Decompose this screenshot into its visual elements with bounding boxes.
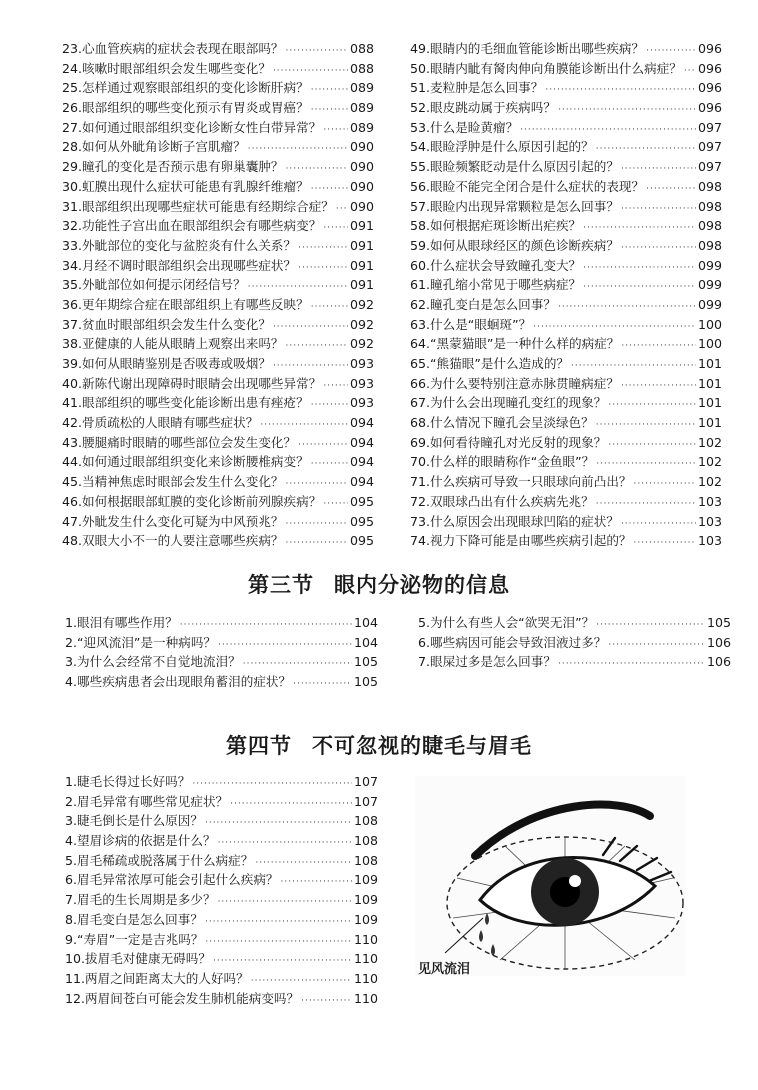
toc-leader-dots	[286, 534, 348, 554]
toc-entry[interactable]	[65, 633, 378, 653]
toc-entry[interactable]	[410, 492, 722, 512]
toc-entry[interactable]	[410, 452, 722, 472]
toc-entry-page: 110	[353, 931, 378, 947]
toc-entry-title: 61.瞳孔缩小常见于哪些病症？	[410, 277, 582, 293]
toc-entry-page: 092	[349, 316, 374, 332]
toc-leader-dots	[311, 396, 348, 416]
toc-entry[interactable]	[65, 989, 378, 1009]
toc-entry-title: 6.哪些病因可能会导致泪液过多？	[418, 634, 607, 650]
toc-entry[interactable]	[410, 295, 722, 315]
toc-entry-title: 2.“迎风流泪”是一种病吗？	[65, 634, 217, 650]
toc-leader-dots	[286, 515, 348, 535]
toc-entry-page: 104	[353, 634, 378, 650]
toc-entry-page: 102	[697, 454, 722, 470]
toc-leader-dots	[646, 180, 696, 200]
toc-entry[interactable]	[62, 118, 374, 138]
toc-leader-dots	[311, 298, 348, 318]
toc-entry[interactable]	[418, 613, 731, 633]
toc-entry[interactable]	[410, 472, 722, 492]
toc-entry[interactable]	[410, 334, 722, 354]
toc-entry[interactable]	[65, 870, 378, 890]
toc-entry-page: 090	[349, 198, 374, 214]
toc-entry[interactable]	[65, 851, 378, 871]
toc-entry[interactable]	[410, 157, 722, 177]
toc-entry-title: 51.麦粒肿是怎么回事？	[410, 80, 544, 96]
toc-entry[interactable]	[410, 354, 722, 374]
toc-entry-page: 089	[349, 80, 374, 96]
toc-entry-page: 099	[697, 257, 722, 273]
toc-entry-page: 099	[697, 277, 722, 293]
section3-number: 第三节	[248, 573, 314, 597]
toc-entry-page: 097	[697, 119, 722, 135]
toc-leader-dots	[205, 814, 352, 834]
toc-entry-page: 110	[353, 951, 378, 967]
toc-entry[interactable]	[62, 177, 374, 197]
toc-entry[interactable]	[62, 256, 374, 276]
toc-entry-title: 55.眼睑频繁眨动是什么原因引起的？	[410, 159, 619, 175]
toc-entry[interactable]	[62, 393, 374, 413]
toc-entry-title: 11.两眉之间距离太大的人好吗？	[65, 970, 249, 986]
toc-entry-title: 24.咳嗽时眼部组织会发生哪些变化？	[62, 60, 271, 76]
toc-entry[interactable]	[410, 275, 722, 295]
toc-leader-dots	[286, 42, 348, 62]
toc-column-left	[62, 39, 374, 551]
toc-entry-title: 46.如何根据眼部虹膜的变化诊断前列腺疾病？	[62, 493, 322, 509]
toc-entry[interactable]	[65, 811, 378, 831]
toc-entry[interactable]	[62, 157, 374, 177]
section3-column-left	[65, 613, 378, 692]
toc-entry-title: 9.“寿眉”一定是吉兆吗？	[65, 931, 204, 947]
toc-entry-title: 45.当精神焦虑时眼部会发生什么变化？	[62, 474, 284, 490]
toc-entry[interactable]	[410, 177, 722, 197]
toc-entry[interactable]	[62, 137, 374, 157]
toc-entry-page: 108	[353, 833, 378, 849]
toc-entry-page: 110	[353, 970, 378, 986]
toc-entry-page: 088	[349, 41, 374, 56]
toc-leader-dots	[311, 81, 348, 101]
toc-entry-page: 090	[349, 159, 374, 175]
toc-leader-dots	[621, 239, 696, 259]
toc-entry[interactable]	[410, 39, 722, 59]
toc-entry[interactable]	[410, 374, 722, 394]
section3-column-right	[418, 613, 731, 672]
toc-entry-title: 69.如何看待瞳孔对光反射的现象？	[410, 434, 607, 450]
toc-entry[interactable]	[410, 393, 722, 413]
toc-entry-page: 096	[697, 41, 722, 56]
toc-entry-title: 5.眉毛稀疏或脱落属于什么病症？	[65, 852, 254, 868]
toc-entry-page: 101	[697, 395, 722, 411]
section4-number: 第四节	[226, 734, 292, 758]
toc-entry[interactable]	[62, 472, 374, 492]
toc-entry[interactable]	[62, 275, 374, 295]
toc-entry-page: 102	[697, 434, 722, 450]
toc-entry[interactable]	[418, 652, 731, 672]
toc-entry-title: 42.骨质疏松的人眼睛有哪些症状？	[62, 415, 259, 431]
toc-leader-dots	[545, 81, 696, 101]
toc-entry-page: 096	[697, 80, 722, 96]
toc-entry-page: 092	[349, 296, 374, 312]
toc-entry[interactable]	[62, 413, 374, 433]
toc-entry-page: 095	[349, 493, 374, 509]
toc-entry-page: 096	[697, 100, 722, 116]
illustration-caption: 见风流泪	[418, 962, 471, 977]
toc-leader-dots	[684, 62, 696, 82]
toc-entry-title: 4.望眉诊病的依据是什么？	[65, 833, 216, 849]
toc-entry-title: 72.双眼球凸出有什么疾病先兆？	[410, 493, 594, 509]
toc-leader-dots	[218, 893, 352, 913]
toc-entry-title: 7.眼屎过多是怎么回事？	[418, 654, 556, 670]
toc-leader-dots	[273, 318, 348, 338]
toc-entry-page: 109	[353, 872, 378, 888]
toc-entry-title: 73.什么原因会出现眼球凹陷的症状？	[410, 513, 619, 529]
toc-entry-title: 31.眼部组织出现哪些症状可能患有经期综合症？	[62, 198, 334, 214]
toc-entry[interactable]	[62, 334, 374, 354]
toc-entry-title: 58.如何根据疟斑诊断出疟疾？	[410, 218, 582, 234]
toc-entry-title: 34.月经不调时眼部组织会出现哪些症状？	[62, 257, 297, 273]
toc-entry-title: 59.如何从眼球经区的颜色诊断疾病？	[410, 237, 619, 253]
toc-entry-page: 107	[353, 793, 378, 809]
toc-entry-page: 088	[349, 60, 374, 76]
toc-entry-page: 093	[349, 395, 374, 411]
toc-entry-page: 109	[353, 892, 378, 908]
toc-entry-title: 57.眼睑内出现异常颗粒是怎么回事？	[410, 198, 619, 214]
toc-entry-title: 48.双眼大小不一的人要注意哪些疾病？	[62, 533, 284, 549]
toc-entry-title: 63.什么是“眼蛔斑”？	[410, 316, 532, 332]
toc-entry[interactable]	[65, 672, 378, 692]
toc-entry[interactable]	[65, 930, 378, 950]
section4-list	[65, 772, 378, 1008]
toc-entry-title: 68.什么情况下瞳孔会呈淡绿色？	[410, 415, 594, 431]
toc-leader-dots	[311, 455, 348, 475]
toc-entry[interactable]	[410, 236, 722, 256]
toc-entry-page: 101	[697, 356, 722, 371]
toc-leader-dots	[558, 101, 696, 121]
toc-entry[interactable]	[62, 39, 374, 59]
toc-entry-title: 74.视力下降可能是由哪些疾病引起的？	[410, 533, 632, 549]
toc-leader-dots	[558, 655, 705, 675]
toc-leader-dots	[621, 200, 696, 220]
toc-entry[interactable]	[62, 433, 374, 453]
toc-entry-title: 50.眼睛内眦有胬肉伸向角膜能诊断出什么病症？	[410, 60, 682, 76]
toc-entry[interactable]	[62, 295, 374, 315]
toc-entry-title: 6.眉毛异常浓厚可能会引起什么疾病？	[65, 872, 279, 888]
toc-entry[interactable]	[410, 315, 722, 335]
toc-entry-page: 107	[353, 774, 378, 789]
toc-entry-title: 70.什么样的眼睛称作“金鱼眼”？	[410, 454, 595, 470]
toc-leader-dots	[596, 616, 705, 636]
toc-entry-page: 091	[349, 257, 374, 273]
toc-leader-dots	[323, 377, 348, 397]
toc-entry[interactable]	[62, 512, 374, 532]
toc-entry-page: 095	[349, 513, 374, 529]
toc-leader-dots	[558, 298, 696, 318]
toc-entry-title: 47.外眦发生什么变化可疑为中风预兆？	[62, 513, 284, 529]
toc-entry[interactable]	[410, 413, 722, 433]
toc-entry-title: 49.眼睛内的毛细血管能诊断出哪些疾病？	[410, 41, 645, 56]
toc-leader-dots	[286, 337, 348, 357]
toc-entry-title: 2.眉毛异常有哪些常见症状？	[65, 793, 229, 809]
toc-entry-title: 35.外眦部位如何提示闭经信号？	[62, 277, 246, 293]
toc-column-right	[410, 39, 722, 551]
toc-entry[interactable]	[62, 98, 374, 118]
toc-leader-dots	[634, 475, 696, 495]
toc-entry[interactable]	[62, 452, 374, 472]
toc-entry-page: 094	[349, 434, 374, 450]
toc-entry-page: 094	[349, 454, 374, 470]
section3-heading	[0, 569, 758, 599]
toc-entry-page: 110	[353, 990, 378, 1006]
eye-highlight-icon	[569, 875, 581, 887]
toc-entry[interactable]	[418, 633, 731, 653]
section3-title: 眼内分泌物的信息	[334, 573, 510, 597]
toc-entry-page: 105	[353, 654, 378, 670]
toc-entry[interactable]	[65, 792, 378, 812]
toc-entry[interactable]	[62, 236, 374, 256]
toc-entry-title: 43.腰腿痛时眼睛的哪些部位会发生变化？	[62, 434, 297, 450]
toc-entry[interactable]	[410, 512, 722, 532]
toc-entry[interactable]	[410, 531, 722, 551]
toc-entry-page: 090	[349, 139, 374, 155]
toc-entry-title: 3.睫毛倒长是什么原因？	[65, 813, 203, 829]
toc-entry[interactable]	[62, 492, 374, 512]
toc-entry-title: 53.什么是睑黄瘤？	[410, 119, 519, 135]
toc-entry-title: 26.眼部组织的哪些变化预示有胃炎或胃癌？	[62, 100, 309, 116]
toc-leader-dots	[583, 278, 696, 298]
toc-entry-page: 100	[697, 316, 722, 332]
toc-leader-dots	[596, 416, 696, 436]
toc-entry[interactable]	[65, 949, 378, 969]
toc-entry[interactable]	[62, 216, 374, 236]
toc-leader-dots	[281, 873, 352, 893]
toc-entry-page: 092	[349, 336, 374, 352]
toc-entry-title: 12.两眉间苍白可能会发生肺机能病变吗？	[65, 990, 300, 1006]
toc-entry-title: 28.如何从外眦角诊断子宫肌瘤？	[62, 139, 246, 155]
toc-entry[interactable]	[65, 772, 378, 792]
toc-leader-dots	[230, 795, 352, 815]
toc-entry-page: 108	[353, 852, 378, 868]
toc-entry-page: 094	[349, 415, 374, 431]
section4-title: 不可忽视的睫毛与眉毛	[312, 734, 532, 758]
toc-entry-page: 096	[697, 60, 722, 76]
toc-entry[interactable]	[65, 613, 378, 633]
toc-entry[interactable]	[410, 137, 722, 157]
toc-entry-title: 3.为什么会经常不自觉地流泪？	[65, 654, 241, 670]
toc-entry-page: 089	[349, 100, 374, 116]
toc-entry-page: 091	[349, 277, 374, 293]
toc-entry-page: 090	[349, 178, 374, 194]
toc-leader-dots	[634, 534, 696, 554]
toc-entry-title: 4.哪些疾病患者会出现眼角蓄泪的症状？	[65, 674, 292, 690]
toc-entry-page: 093	[349, 375, 374, 391]
toc-entry-title: 30.虹膜出现什么症状可能患有乳腺纤维瘤？	[62, 178, 309, 194]
toc-entry[interactable]	[62, 354, 374, 374]
toc-entry[interactable]	[65, 969, 378, 989]
toc-leader-dots	[336, 200, 348, 220]
toc-entry[interactable]	[62, 315, 374, 335]
toc-entry[interactable]	[62, 78, 374, 98]
toc-entry[interactable]	[62, 197, 374, 217]
toc-leader-dots	[608, 396, 696, 416]
toc-entry-title: 10.拔眉毛对健康无碍吗？	[65, 951, 211, 967]
toc-leader-dots	[323, 121, 348, 141]
toc-entry[interactable]	[410, 197, 722, 217]
toc-entry-page: 095	[349, 533, 374, 549]
toc-entry-page: 091	[349, 237, 374, 253]
toc-leader-dots	[298, 239, 348, 259]
toc-entry-page: 103	[697, 493, 722, 509]
toc-entry-title: 62.瞳孔变白是怎么回事？	[410, 296, 556, 312]
toc-entry-title: 27.如何通过眼部组织变化诊断女性白带异常？	[62, 119, 322, 135]
toc-entry-page: 105	[353, 674, 378, 690]
toc-leader-dots	[621, 377, 696, 397]
toc-entry-page: 103	[697, 533, 722, 549]
toc-entry[interactable]	[62, 59, 374, 79]
toc-entry-title: 60.什么症状会导致瞳孔变大？	[410, 257, 582, 273]
toc-entry-title: 5.为什么有些人会“欲哭无泪”？	[418, 615, 595, 630]
toc-entry[interactable]	[62, 531, 374, 551]
toc-entry-title: 67.为什么会出现瞳孔变红的现象？	[410, 395, 607, 411]
toc-entry-title: 44.如何通过眼部组织变化来诊断腰椎病变？	[62, 454, 309, 470]
toc-entry-page: 097	[697, 159, 722, 175]
toc-entry[interactable]	[410, 59, 722, 79]
toc-leader-dots	[621, 337, 696, 357]
toc-leader-dots	[205, 913, 352, 933]
toc-entry[interactable]	[410, 78, 722, 98]
toc-leader-dots	[621, 515, 696, 535]
toc-entry[interactable]	[410, 118, 722, 138]
toc-entry-page: 098	[697, 237, 722, 253]
toc-entry-title: 29.瞳孔的变化是否预示患有卵巢囊肿？	[62, 159, 284, 175]
toc-entry-page: 098	[697, 218, 722, 234]
toc-leader-dots	[298, 259, 348, 279]
toc-entry-title: 52.眼皮跳动属于疾病吗？	[410, 100, 556, 116]
toc-entry-page: 106	[706, 654, 731, 670]
toc-entry-title: 54.眼睑浮肿是什么原因引起的？	[410, 139, 594, 155]
toc-entry[interactable]	[410, 433, 722, 453]
toc-entry-title: 64.“黑蒙猫眼”是一种什么样的病症？	[410, 336, 620, 352]
toc-entry-title: 56.眼睑不能完全闭合是什么症状的表现？	[410, 178, 645, 194]
toc-leader-dots	[293, 675, 352, 695]
toc-leader-dots	[205, 933, 352, 953]
toc-leader-dots	[608, 636, 705, 656]
toc-entry-page: 098	[697, 178, 722, 194]
toc-leader-dots	[583, 259, 696, 279]
toc-entry-title: 23.心血管疾病的症状会表现在眼部吗？	[62, 41, 284, 56]
toc-leader-dots	[323, 495, 348, 515]
toc-entry-page: 101	[697, 375, 722, 391]
toc-entry-title: 66.为什么要特别注意赤脉贯瞳病症？	[410, 375, 619, 391]
toc-entry[interactable]	[410, 98, 722, 118]
toc-entry-page: 093	[349, 356, 374, 371]
toc-entry-page: 097	[697, 139, 722, 155]
toc-entry-title: 1.睫毛长得过长好吗？	[65, 774, 191, 789]
toc-entry-page: 099	[697, 296, 722, 312]
toc-entry[interactable]	[410, 216, 722, 236]
toc-entry[interactable]	[410, 256, 722, 276]
toc-leader-dots	[608, 436, 696, 456]
toc-entry-title: 65.“熊猫眼”是什么造成的？	[410, 356, 570, 371]
toc-entry-page: 103	[697, 513, 722, 529]
toc-entry-title: 37.贫血时眼部组织会发生什么变化？	[62, 316, 271, 332]
toc-entry-page: 094	[349, 474, 374, 490]
toc-entry[interactable]	[65, 652, 378, 672]
toc-entry[interactable]	[65, 831, 378, 851]
toc-entry-page: 101	[697, 415, 722, 431]
toc-entry-page: 108	[353, 813, 378, 829]
toc-entry-title: 8.眉毛变白是怎么回事？	[65, 911, 203, 927]
toc-entry-title: 71.什么疾病可导致一只眼球向前凸出？	[410, 474, 632, 490]
toc-leader-dots	[323, 219, 348, 239]
toc-entry-title: 40.新陈代谢出现障碍时眼睛会出现哪些异常？	[62, 375, 322, 391]
toc-entry-page: 102	[697, 474, 722, 490]
toc-entry-title: 32.功能性子宫出血在眼部组织会有哪些病变？	[62, 218, 322, 234]
toc-entry-title: 41.眼部组织的哪些变化能诊断出患有痤疮？	[62, 395, 309, 411]
eye-illustration	[405, 768, 695, 983]
toc-entry-title: 7.眉毛的生长周期是多少？	[65, 892, 216, 908]
toc-entry-page: 104	[353, 615, 378, 630]
toc-entry-page: 106	[706, 634, 731, 650]
toc-entry-title: 1.眼泪有哪些作用？	[65, 615, 178, 630]
toc-entry-page: 105	[706, 615, 731, 630]
toc-entry-page: 091	[349, 218, 374, 234]
toc-entry-page: 109	[353, 911, 378, 927]
toc-entry-title: 33.外眦部位的变化与盆腔炎有什么关系？	[62, 237, 297, 253]
toc-entry-page: 098	[697, 198, 722, 214]
toc-entry-page: 089	[349, 119, 374, 135]
toc-entry[interactable]	[65, 890, 378, 910]
toc-entry-title: 36.更年期综合症在眼部组织上有哪些反映？	[62, 296, 309, 312]
toc-entry-title: 38.亚健康的人能从眼睛上观察出来吗？	[62, 336, 284, 352]
toc-entry-title: 25.怎样通过观察眼部组织的变化诊断肝病？	[62, 80, 309, 96]
section4-heading	[0, 730, 758, 760]
toc-entry[interactable]	[65, 910, 378, 930]
toc-leader-dots	[301, 992, 352, 1012]
toc-entry-title: 39.如何从眼睛鉴别是否吸毒或吸烟？	[62, 356, 271, 371]
toc-entry-page: 100	[697, 336, 722, 352]
toc-entry[interactable]	[62, 374, 374, 394]
